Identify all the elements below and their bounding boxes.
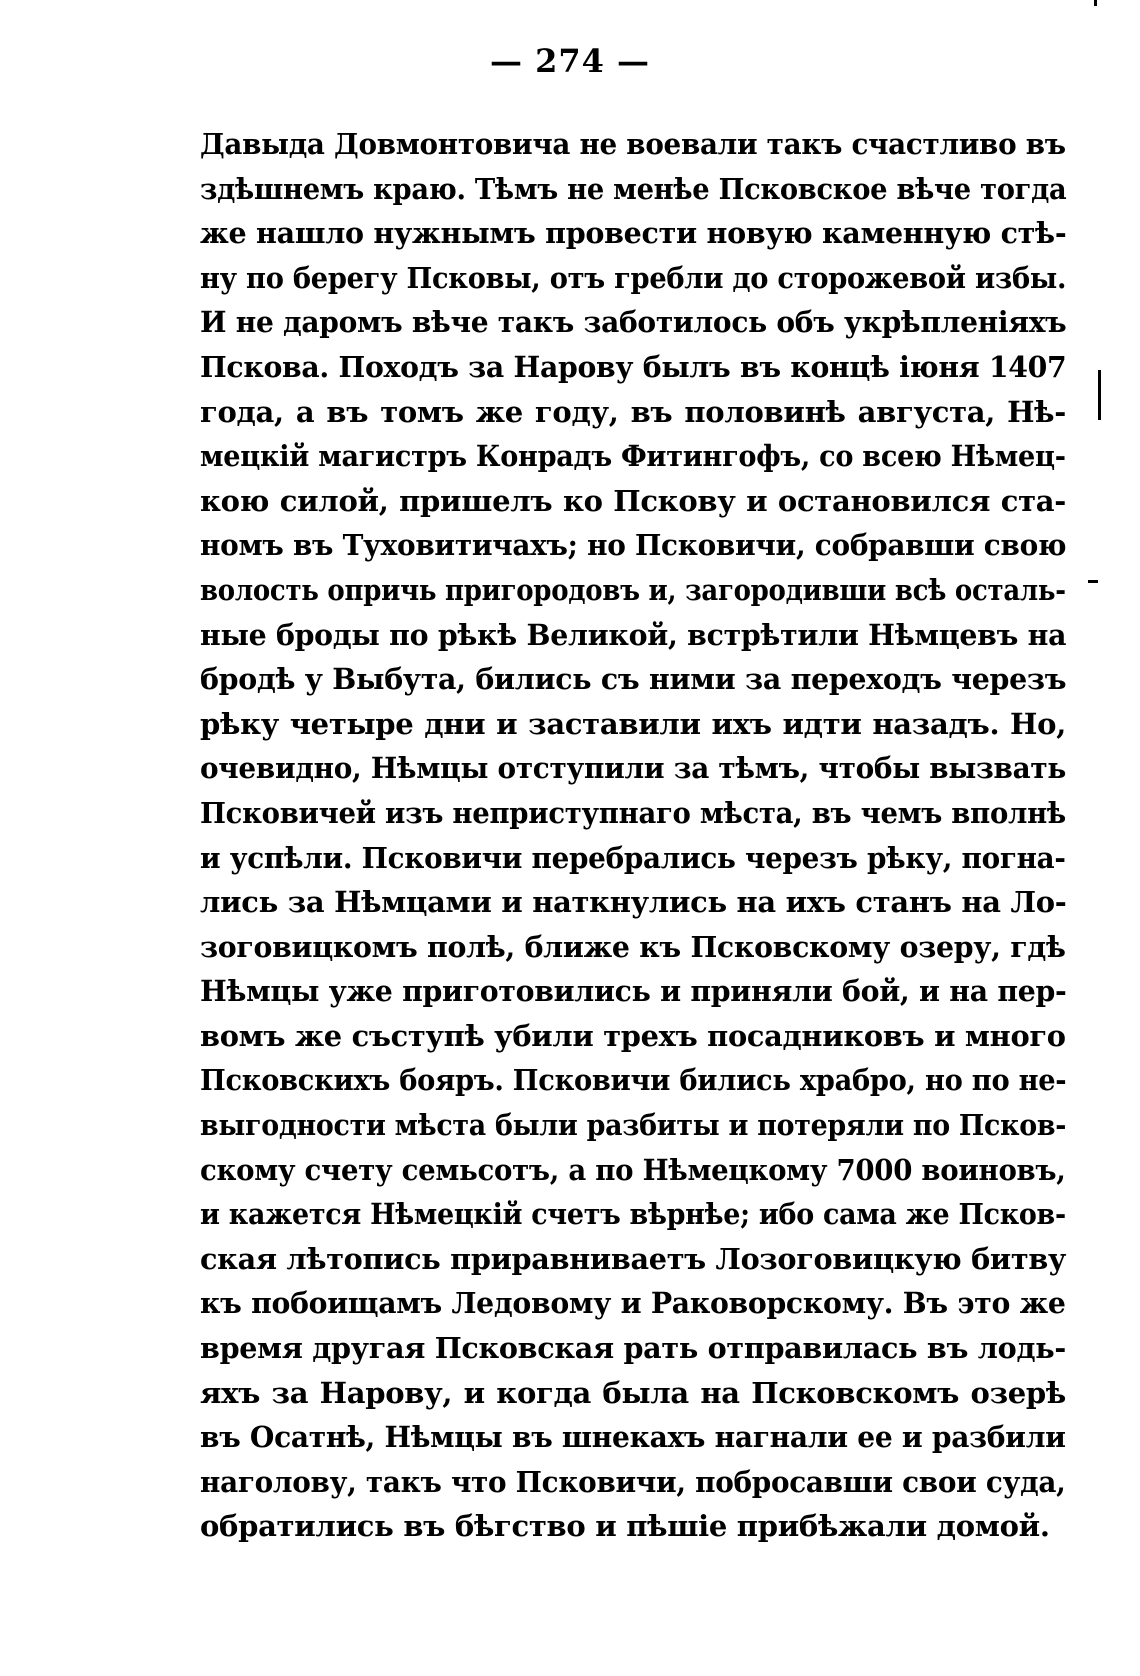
text-line: Пскова. Походъ за Нарову былъ въ концѣ іюня 1407 — [200, 349, 1067, 384]
text-line: ну по берегу Псковы, отъ гребли до сторожевой избы. — [200, 260, 1067, 295]
text-line: къ побоищамъ Ледовому и Раковорскому. Въ это же — [200, 1286, 1066, 1321]
text-line: время другая Псковская рать отправилась въ лодь- — [200, 1331, 1066, 1366]
text-line: же нашло нужнымъ провести новую каменную стѣ- — [200, 216, 1067, 251]
text-line: и кажется Нѣмецкій счетъ вѣрнѣе; ибо сама же Псков- — [200, 1197, 1066, 1232]
text-line: бродѣ у Выбута, бились съ ними за переходъ черезъ — [200, 662, 1067, 697]
body-text — [200, 122, 1066, 1549]
text-line: въ Осатнѣ, Нѣмцы въ шнекахъ нагнали ее и разбили — [200, 1420, 1066, 1455]
text-line: Псковскихъ бояръ. Псковичи бились храбро, но по не- — [200, 1063, 1067, 1098]
text-line: яхъ за Нарову, и когда была на Псковскомъ озерѣ — [200, 1375, 1066, 1410]
text-line: зоговицкомъ полѣ, ближе къ Псковскому озеру, гдѣ — [200, 929, 1066, 964]
text-line: скому счету семьсотъ, а по Нѣмецкому 7000 воиновъ, — [200, 1152, 1066, 1187]
text-line: выгодности мѣста были разбиты и потеряли по Псков- — [200, 1108, 1067, 1143]
text-line: рѣку четыре дни и заставили ихъ идти назадъ. Но, — [200, 706, 1066, 741]
text-line: Нѣмцы уже приготовились и приняли бой, и на пер- — [200, 974, 1067, 1009]
text-line: очевидно, Нѣмцы отступили за тѣмъ, чтобы вызвать — [200, 751, 1066, 786]
text-line: года, а въ томъ же году, въ половинѣ августа, Нѣ- — [200, 394, 1066, 429]
text-line: ные броды по рѣкѣ Великой, встрѣтили Нѣмцевъ на — [200, 617, 1067, 652]
scan-mark — [1094, 0, 1097, 6]
text-line: Псковичей изъ неприступнаго мѣста, въ чемъ вполнѣ — [200, 795, 1066, 830]
text-line: лись за Нѣмцами и наткнулись на ихъ станъ на Ло- — [200, 885, 1067, 920]
text-line: наголову, такъ что Псковичи, побросавши свои суда, — [200, 1464, 1066, 1499]
text-line: вомъ же съступѣ убили трехъ посадниковъ и много — [200, 1018, 1066, 1053]
text-line: здѣшнемъ краю. Тѣмъ не менѣе Псковское вѣче тогда — [200, 171, 1067, 206]
text-line: И не даромъ вѣче такъ заботилось объ укрѣпленіяхъ — [200, 305, 1067, 340]
text-line: обратились въ бѣгство и пѣшіе прибѣжали домой. — [200, 1509, 1050, 1544]
page-number: — 274 — — [489, 42, 651, 80]
text-line: и успѣли. Псковичи перебрались черезъ рѣку, погна- — [200, 840, 1066, 875]
text-line: кою силой, пришелъ ко Пскову и остановился ста- — [200, 483, 1066, 518]
text-line: волость опричь пригородовъ и, загородивши всѣ осталь- — [200, 572, 1066, 607]
text-line: Давыда Довмонтовича не воевали такъ счастливо въ — [200, 127, 1066, 161]
text-line: мецкій магистръ Конрадъ Фитингофъ, со всею Нѣмец- — [200, 439, 1066, 474]
scan-mark — [1098, 370, 1101, 420]
scan-mark — [1088, 580, 1098, 583]
text-line: номъ въ Туховитичахъ; но Псковичи, собравши свою — [200, 528, 1067, 563]
text-line: ская лѣтопись приравниваетъ Лозоговицкую битву — [200, 1241, 1067, 1276]
